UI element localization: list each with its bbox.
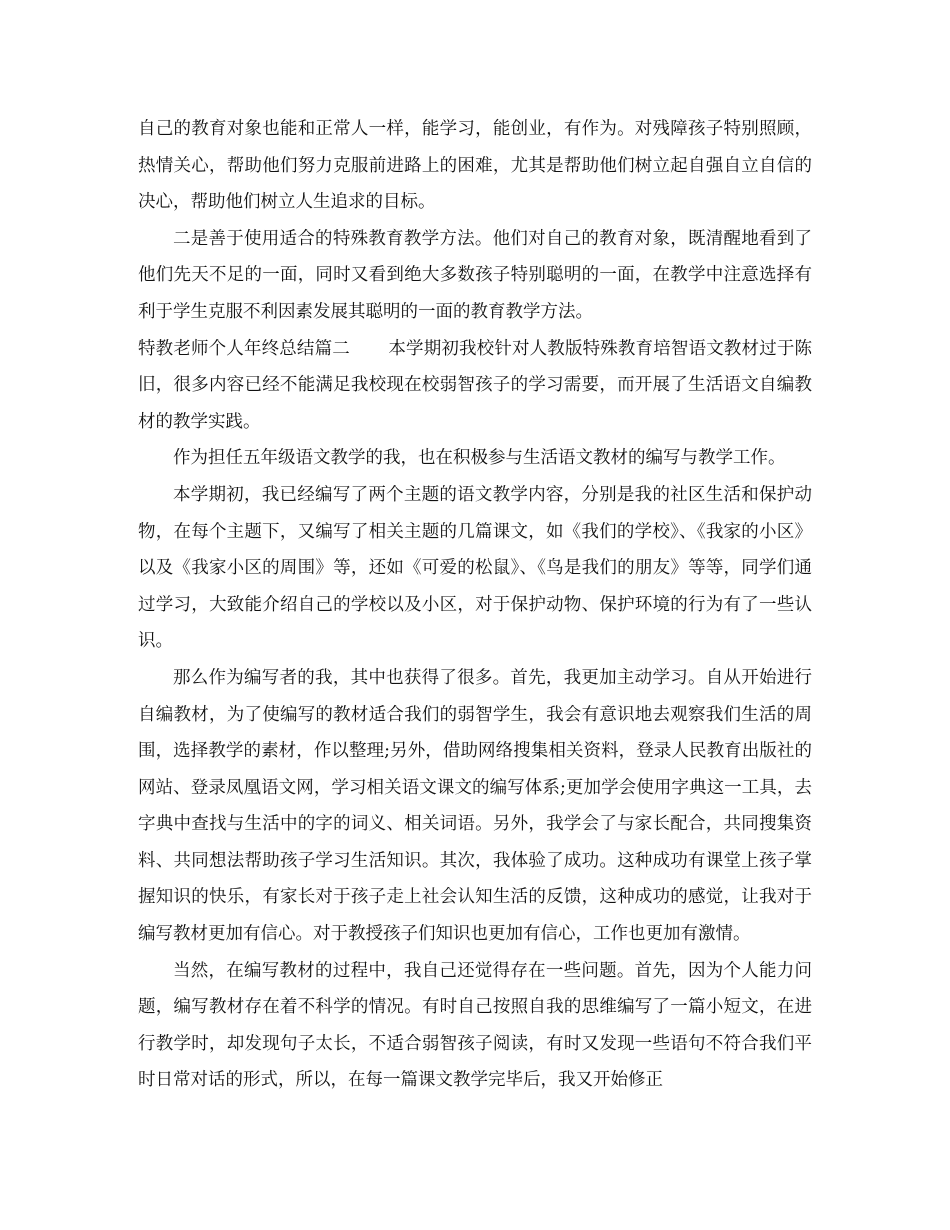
paragraph-intro-continuation: 自己的教育对象也能和正常人一样，能学习，能创业，有作为。对残障孩子特别照顾，热情关心，帮助他们努力克服前进路上的困难，尤其是帮助他们树立起自强自立自信的决心，帮助他们树立人生追求的目标。 <box>138 119 812 213</box>
paragraph-themes: 本学期初，我已经编写了两个主题的语文教学内容，分别是我的社区生活和保护动物，在每个主题下，又编写了相关主题的几篇课文，如《我们的学校》、《我家的小区》以及《我家小区的周围》等，还如《可爱的松鼠》、《鸟是我们的朋友》等等，同学们通过学习，大致能介绍自己的学校以及小区，对于保护动物、保护环境的行为有了一些认识。 <box>138 484 812 652</box>
document-body <box>138 111 812 1099</box>
paragraph-role: 作为担任五年级语文教学的我，也在积极参与生活语文教材的编写与教学工作。 <box>173 448 786 469</box>
paragraph-problems: 当然，在编写教材的过程中，我自己还觉得存在一些问题。首先，因为个人能力问题，编写教材存在着不科学的情况。有时自己按照自我的思维编写了一篇小短文，在进行教学时，却发现句子太长，不适合弱智孩子阅读，有时又发现一些语句不符合我们平时日常对话的形式，所以，在每一篇课文教学完毕后，我又开始修正 <box>138 960 812 1091</box>
section-title: 特教老师个人年终总结篇二 <box>138 338 350 359</box>
section-intro-text: 本学期初我校针对人教版特殊教育培智语文教材过于陈旧，很多内容已经不能满足我校现在校弱智孩子的学习需要，而开展了生活语文自编教材的教学实践。 <box>138 338 813 432</box>
paragraph-gains: 那么作为编写者的我，其中也获得了很多。首先，我更加主动学习。自从开始进行自编教材，为了使编写的教材适合我们的弱智学生，我会有意识地去观察我们生活的周围，选择教学的素材，作以整理;另外，借助网络搜集相关资料，登录人民教育出版社的网站、登录凤凰语文网，学习相关语文课文的编写体系;更加学会使用字典这一工具，去字典中查找与生活中的字的词义、相关词语。另外，我学会了与家长配合，共同搜集资料、共同想法帮助孩子学习生活知识。其次，我体验了成功。这种成功有课堂上孩子掌握知识的快乐，有家长对于孩子走上社会认知生活的反馈，这种成功的感觉，让我对于编写教材更加有信心。对于教授孩子们知识也更加有信心，工作也更加有激情。 <box>138 667 812 945</box>
section-heading-paragraph <box>138 331 812 441</box>
paragraph-teaching-methods: 二是善于使用适合的特殊教育教学方法。他们对自己的教育对象，既清醒地看到了他们先天不足的一面，同时又看到绝大多数孩子特别聪明的一面，在教学中注意选择有利于学生克服不利因素发展其聪明的一面的教育教学方法。 <box>138 228 812 322</box>
